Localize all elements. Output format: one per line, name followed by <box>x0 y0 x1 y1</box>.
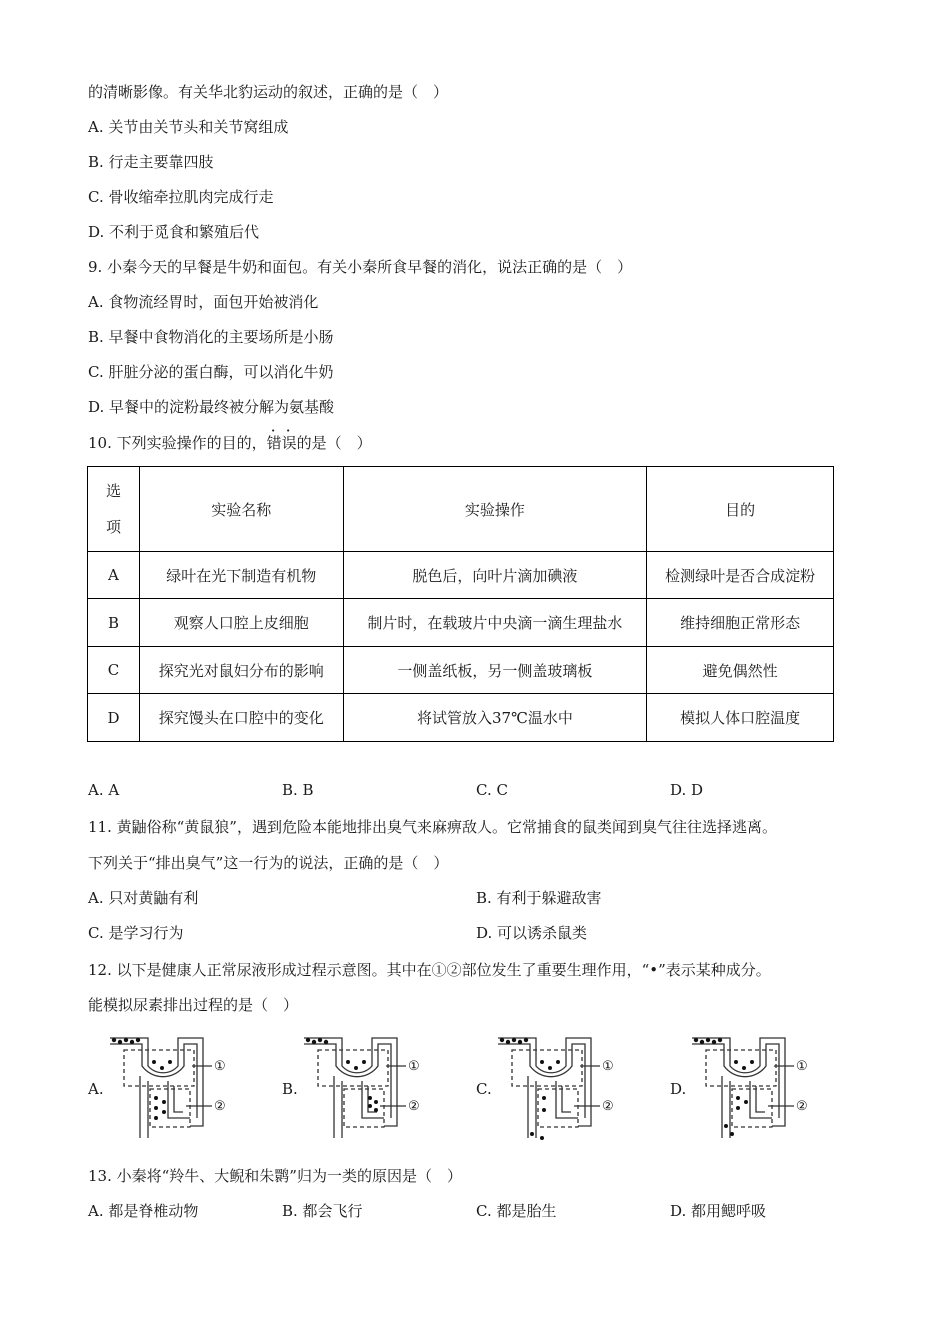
q9-option-a: A. 食物流经胃时，面包开始被消化 <box>88 293 319 311</box>
table-row: A 绿叶在光下制造有机物 脱色后，向叶片滴加碘液 检测绿叶是否合成淀粉 <box>88 552 834 599</box>
q11-option-c: C. 是学习行为 <box>88 924 184 942</box>
q10-emphasis-char-1: 错 <box>266 434 282 452</box>
q10-option-b: B. B <box>282 781 314 799</box>
nephron-diagram-c <box>496 1026 636 1141</box>
diagram-marker-2: ② <box>602 1099 614 1114</box>
diagram-marker-1: ① <box>602 1059 614 1074</box>
q13-stem: 13. 小秦将“羚牛、大鲵和朱鹮”归为一类的原因是（ ） <box>88 1167 462 1185</box>
q8-stem-tail: 的清晰影像。有关华北豹运动的叙述，正确的是（ ） <box>88 83 449 101</box>
q10-option-c: C. C <box>476 781 508 799</box>
header-operation: 实验操作 <box>343 467 647 552</box>
q13-option-a: A. 都是脊椎动物 <box>88 1202 199 1220</box>
q12-option-b-label: B. <box>282 1080 298 1098</box>
diagram-marker-2: ② <box>796 1099 808 1114</box>
q10-stem-after: 的是（ ） <box>296 434 372 452</box>
q8-option-d: D. 不利于觅食和繁殖后代 <box>88 223 260 241</box>
q12-option-a-label: A. <box>88 1080 104 1098</box>
experiment-table <box>87 466 834 742</box>
q12-option-d-label: D. <box>670 1080 687 1098</box>
diagram-marker-1: ① <box>796 1059 808 1074</box>
q12-stem-line2: 能模拟尿素排出过程的是（ ） <box>88 996 299 1014</box>
diagram-marker-2: ② <box>214 1099 226 1114</box>
q12-option-c-label: C. <box>476 1080 492 1098</box>
q10-option-a: A. A <box>88 781 120 799</box>
table-row: B 观察人口腔上皮细胞 制片时，在载玻片中央滴一滴生理盐水 维持细胞正常形态 <box>88 599 834 647</box>
q8-option-b: B. 行走主要靠四肢 <box>88 153 214 171</box>
table-row: D 探究馒头在口腔中的变化 将试管放入37℃温水中 模拟人体口腔温度 <box>88 694 834 742</box>
nephron-diagram-a <box>108 1026 248 1141</box>
q9-option-c: C. 肝脏分泌的蛋白酶，可以消化牛奶 <box>88 363 334 381</box>
q9-stem: 9. 小秦今天的早餐是牛奶和面包。有关小秦所食早餐的消化，说法正确的是（ ） <box>88 258 633 276</box>
header-purpose: 目的 <box>647 467 834 552</box>
q11-option-d: D. 可以诱杀鼠类 <box>476 924 588 942</box>
q12-stem-line1: 12. 以下是健康人正常尿液形成过程示意图。其中在①②部位发生了重要生理作用，“•”表示某种成分。 <box>88 961 771 979</box>
q8-option-a: A. 关节由关节头和关节窝组成 <box>88 118 289 136</box>
q8-option-c: C. 骨收缩牵拉肌肉完成行走 <box>88 188 274 206</box>
nephron-diagram-b <box>302 1026 442 1141</box>
table-row: C 探究光对鼠妇分布的影响 一侧盖纸板，另一侧盖玻璃板 避免偶然性 <box>88 647 834 694</box>
header-name: 实验名称 <box>139 467 343 552</box>
q11-stem-line2: 下列关于“排出臭气”这一行为的说法，正确的是（ ） <box>88 854 449 872</box>
q10-stem-before: 10. 下列实验操作的目的， <box>88 434 267 452</box>
q11-stem-line1: 11. 黄鼬俗称“黄鼠狼”，遇到危险本能地排出臭气来麻痹敌人。它常捕食的鼠类闻到臭气往往选择逃离。 <box>88 818 777 836</box>
q13-option-b: B. 都会飞行 <box>282 1202 363 1220</box>
q11-option-a: A. 只对黄鼬有利 <box>88 889 199 907</box>
q10-emphasis-char-2: 误 <box>281 434 297 452</box>
diagram-marker-1: ① <box>408 1059 420 1074</box>
q13-option-c: C. 都是胎生 <box>476 1202 557 1220</box>
header-option: 选 项 <box>88 467 140 552</box>
q10-stem <box>88 433 372 453</box>
q13-option-d: D. 都用鳃呼吸 <box>670 1202 767 1220</box>
table-header-row <box>88 467 834 552</box>
diagram-marker-2: ② <box>408 1099 420 1114</box>
q11-option-b: B. 有利于躲避敌害 <box>476 889 602 907</box>
nephron-diagram-d <box>690 1026 830 1141</box>
q9-option-b: B. 早餐中食物消化的主要场所是小肠 <box>88 328 334 346</box>
q9-option-d: D. 早餐中的淀粉最终被分解为氨基酸 <box>88 398 335 416</box>
q10-option-d: D. D <box>670 781 704 799</box>
diagram-marker-1: ① <box>214 1059 226 1074</box>
